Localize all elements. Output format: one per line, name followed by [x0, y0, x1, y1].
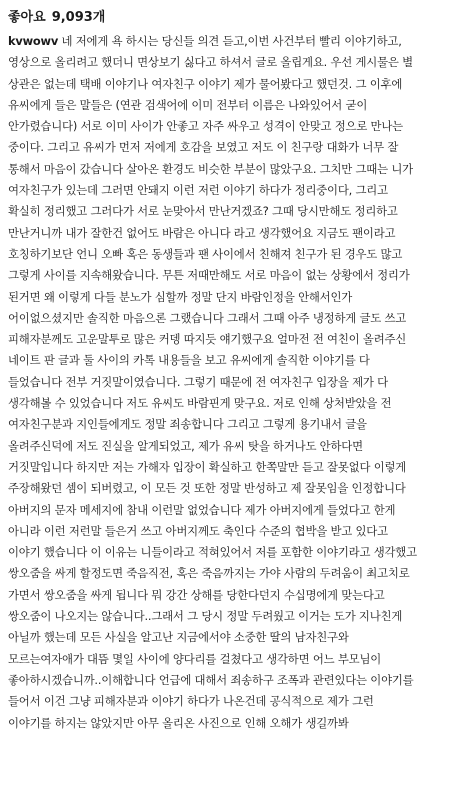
caption-line: 된거면 왜 이렇게 다들 분노가 심할까 정말 단지 바람인정을 안해서인가	[8, 289, 353, 304]
caption-line: 안가렸습니다) 서로 이미 사이가 안좋고 자주 싸우고 성격이 안맞고 정으로 만나는	[8, 119, 403, 134]
caption-line: 이야기를 하지는 않았지만 아무 올리온 사진으로 인해 오해가 생길까봐	[8, 715, 349, 730]
caption-line: 들어서 이건 그냥 피해자분과 이야기 하다가 나온건데 공식적으로 제가 그런	[8, 694, 374, 709]
caption-first-line: 네 저에게 욕 하시는 당신들 의견 듣고,이번 사건부터 빨리 이야기하고,	[61, 34, 402, 48]
likes-label: 좋아요	[8, 10, 46, 25]
username-link[interactable]: kvwowv	[8, 34, 59, 48]
likes-count[interactable]: 9,093개	[51, 10, 106, 25]
likes-header	[8, 6, 465, 28]
caption-line: 쌍오줌이 나오지는 않습니다..그래서 그 당시 정말 두려웠고 이거는 도가 지나친게	[8, 609, 403, 624]
caption-line: 좋아하시겠습니까..이해합니다 언급에 대해서 죄송하구 조폭과 관련있다는 이야기를	[8, 672, 414, 687]
caption-line: 그렇게 사이를 지속해왔습니다. 무튼 저때만해도 서로 마음이 없는 상황에서 정리가	[8, 268, 410, 283]
caption-line: 여자친구가 있는데 그러면 안돼지 이런 저런 이야기 하다가 정리중이다, 그리고	[8, 183, 388, 198]
post-caption	[8, 31, 465, 734]
caption-line: 유씨에게 들은 말들은 (연관 검색어에 이미 전부터 이름은 나와있어서 굳이	[8, 97, 368, 112]
caption-line: 영상으로 올리려고 했더니 면상보기 싫다고 하셔서 글로 올립게요. 우선 게시물은 별	[8, 55, 413, 70]
caption-line: 아닐까 했는데 모든 사실을 알고난 지금에서야 소중한 딸의 남자친구와	[8, 630, 349, 645]
caption-line	[8, 31, 465, 52]
caption-line: 가면서 쌍오줌을 싸게 됩니다 뭐 강간 상해를 당한다던지 수십명에게 맞는다고	[8, 587, 385, 602]
caption-line: 모르는여자애가 대뜸 몇일 사이에 양다리를 걸쳤다고 생각하면 어느 부모님이	[8, 651, 382, 666]
caption-line: 여자친구분과 지인들에게도 정말 죄송합니다 그리고 그렇게 용기내서 글을	[8, 417, 367, 432]
caption-line: 아니라 이런 저런말 들은거 쓰고 아버지께도 축인다 수준의 협박을 받고 있다고	[8, 523, 388, 538]
caption-line: 통해서 마음이 갔습니다 살아온 환경도 비슷한 부분이 많았구요. 그치만 그때는 니가	[8, 161, 413, 176]
caption-line: 아버지의 문자 메세지에 참내 이런말 없었습니다 제가 아버지에게 들었다고 한게	[8, 502, 396, 517]
caption-line: 호칭하기보단 언니 오빠 혹은 동생들과 팬 사이에서 친해져 친구가 된 경우도 많고	[8, 246, 403, 261]
caption-line: 확실히 정리했고 그러다가 서로 눈맞아서 만난거겠죠? 그때 당시만해도 정리하고	[8, 204, 398, 219]
caption-line: 네이트 판 글과 둘 사이의 카톡 내용들을 보고 유씨에게 솔직한 이야기를 다	[8, 353, 370, 368]
caption-line: 이야기 했습니다 이 이유는 니들이라고 적혀있어서 저를 포함한 이야기라고 생각했고	[8, 545, 417, 560]
caption-line: 거짓말입니다 하지만 저는 가해자 입장이 확실하고 한쪽말만 듣고 잘못없다 이렇게	[8, 459, 407, 474]
caption-line: 어이없으셨지만 솔직한 마음으론 그랬습니다 그래서 그때 아주 냉정하게 글도 쓰고	[8, 310, 407, 325]
caption-line: 중이다. 그리고 유씨가 먼저 저에게 호감을 보였고 저도 이 친구랑 대화가 너무 잘	[8, 140, 399, 155]
caption-line: 올려주신덕에 저도 진실을 알게되었고, 제가 유씨 탓을 하거나도 안하다면	[8, 438, 363, 453]
caption-line: 들었습니다 전부 거짓말이였습니다. 그렇기 때문에 전 여자친구 입장을 제가 다	[8, 374, 388, 389]
caption-line: 피해자분께도 고운말투로 많은 커뎅 따지듯 얘기했구요 얼마전 전 여친이 올려주신	[8, 332, 407, 347]
caption-line: 주장해왔던 셈이 되버렸고, 이 모든 것 또한 정말 반성하고 제 잘못임을 인정합니다	[8, 481, 406, 496]
caption-line: 상관은 없는데 택배 이야기나 여자친구 이야기 제가 물어봤다고 했던것. 그 이후에	[8, 76, 403, 91]
caption-line: 생각해볼 수 있었습니다 저도 유씨도 바람핀게 맞구요. 저로 인해 상처받았을 전	[8, 396, 392, 411]
caption-line: 쌍오줌을 싸게 할정도면 죽음직전, 혹은 죽음까지는 가야 사람의 두려움이 최고치로	[8, 566, 410, 581]
caption-line: 만난거니까 내가 잘한건 없어도 바람은 아니다 라고 생각했어요 지금도 팬이라고	[8, 225, 396, 240]
